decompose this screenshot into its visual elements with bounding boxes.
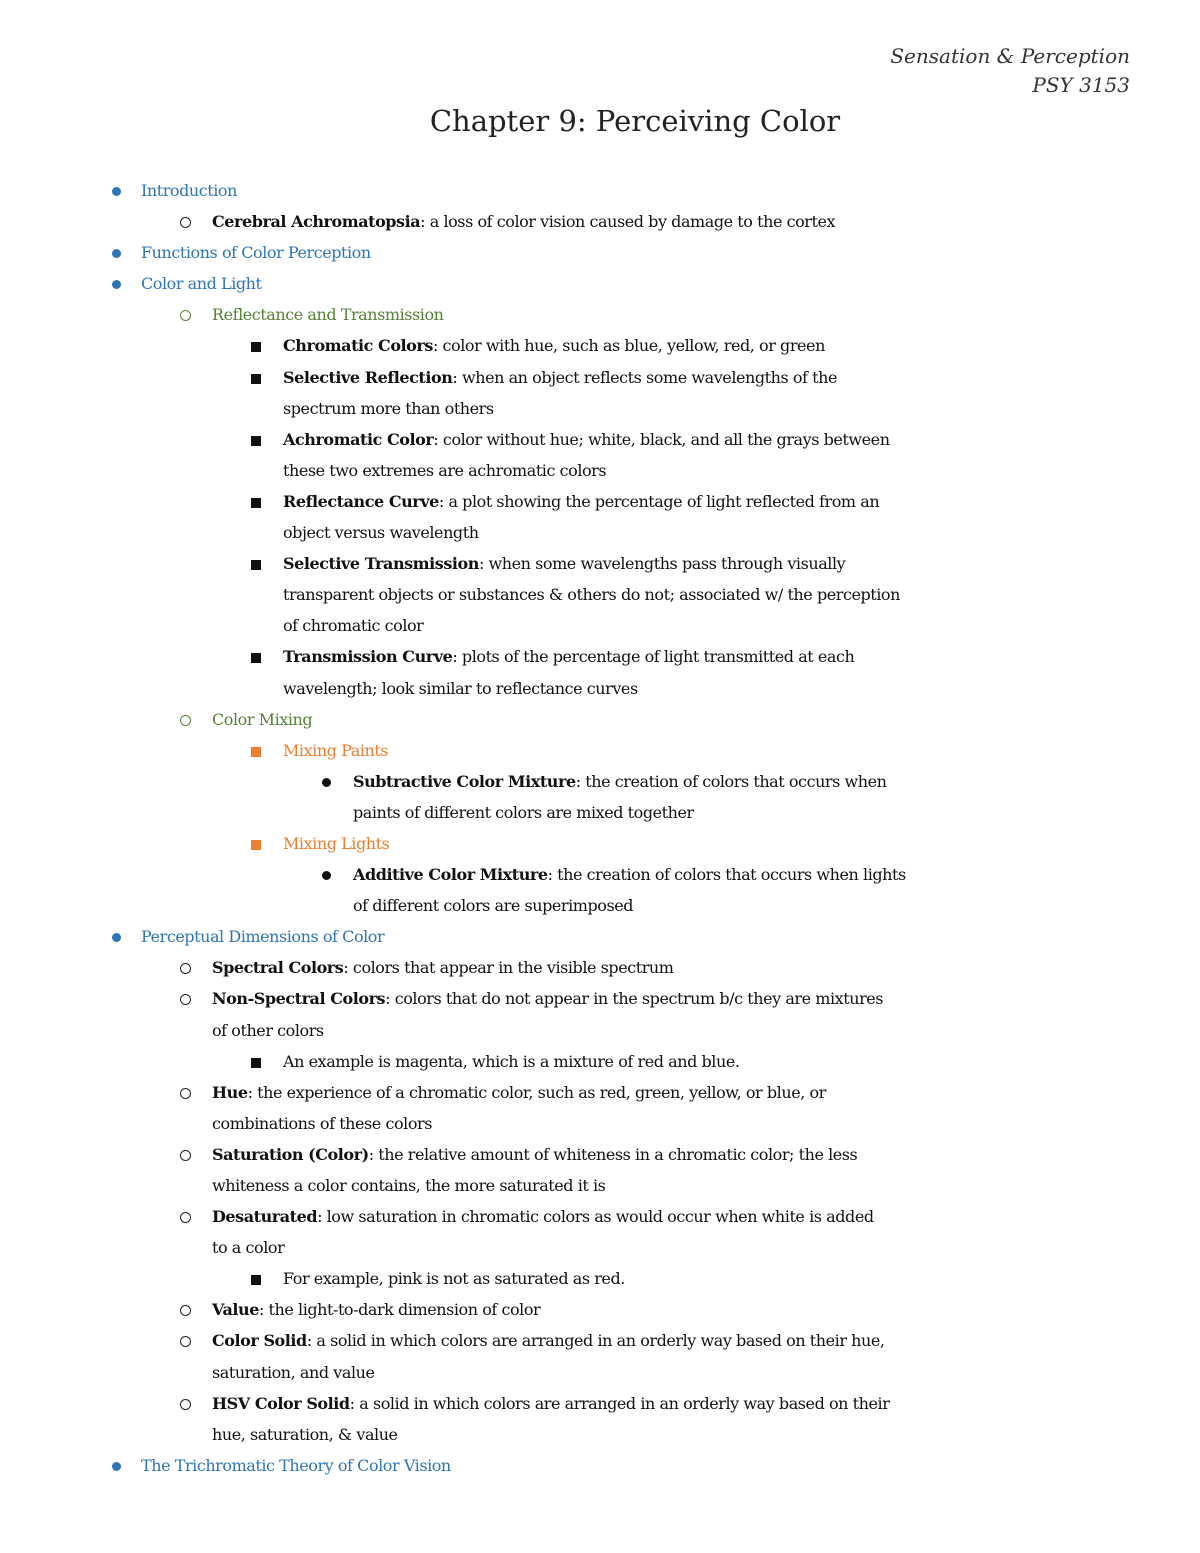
square-bullet-icon xyxy=(251,498,261,508)
heading-functions: Functions of Color Perception xyxy=(0,237,1200,268)
list-item xyxy=(0,641,1200,672)
filled-bullet-icon xyxy=(112,249,121,258)
definition-continuation: to a color xyxy=(212,1238,285,1258)
square-bullet-icon xyxy=(251,374,261,384)
term: Achromatic Color xyxy=(283,429,434,449)
list-item xyxy=(0,1294,1200,1325)
list-item xyxy=(0,983,1200,1014)
filled-bullet-icon xyxy=(112,1462,121,1471)
definition-continuation: of chromatic color xyxy=(283,616,424,636)
square-bullet-icon xyxy=(251,1058,261,1068)
heading-mixing-lights: Mixing Lights xyxy=(0,828,1200,859)
term: HSV Color Solid xyxy=(212,1393,350,1413)
chapter-title: Chapter 9: Perceiving Color xyxy=(429,104,841,138)
course-name: Sensation & Perception xyxy=(890,44,1130,68)
definition-continuation: wavelength; look similar to reflectance curves xyxy=(283,678,638,698)
square-bullet-icon xyxy=(251,342,261,352)
list-item xyxy=(0,330,1200,361)
hollow-bullet-icon xyxy=(180,1336,191,1347)
term: Transmission Curve xyxy=(283,647,453,667)
definition-continuation: these two extremes are achromatic colors xyxy=(283,460,607,480)
list-item xyxy=(0,1201,1200,1232)
heading-color-and-light: Color and Light xyxy=(0,268,1200,299)
definition-continuation: paints of different colors are mixed together xyxy=(353,802,694,822)
list-item xyxy=(0,1077,1200,1108)
definition: : colors that do not appear in the spectrum b/c they are mixtures xyxy=(385,989,884,1009)
term: Value xyxy=(212,1300,259,1320)
term: Color Solid xyxy=(212,1331,307,1351)
definition: : the creation of colors that occurs when xyxy=(575,771,887,791)
outline xyxy=(0,175,1200,1481)
definition-continuation: object versus wavelength xyxy=(283,523,479,543)
square-bullet-icon xyxy=(251,747,261,757)
hollow-bullet-icon xyxy=(180,217,191,228)
list-item xyxy=(0,859,1200,890)
definition: : colors that appear in the visible spectrum xyxy=(343,958,674,978)
term: Selective Reflection xyxy=(283,367,453,387)
list-item xyxy=(0,766,1200,797)
hollow-bullet-icon xyxy=(180,963,191,974)
example-text: For example, pink is not as saturated as red. xyxy=(283,1269,625,1289)
example-text: An example is magenta, which is a mixture of red and blue. xyxy=(283,1051,740,1071)
list-item xyxy=(0,424,1200,455)
course-header xyxy=(890,42,1130,100)
heading-reflectance-transmission: Reflectance and Transmission xyxy=(0,299,1200,330)
definition-continuation: transparent objects or substances & others do not; associated w/ the perception xyxy=(283,585,900,605)
term: Subtractive Color Mixture xyxy=(353,771,576,791)
filled-bullet-icon xyxy=(112,280,121,289)
square-bullet-icon xyxy=(251,436,261,446)
definition: : the creation of colors that occurs when lights xyxy=(547,865,906,885)
square-bullet-icon xyxy=(251,840,261,850)
list-item xyxy=(0,1325,1200,1356)
heading-color-mixing: Color Mixing xyxy=(0,704,1200,735)
definition-continuation: combinations of these colors xyxy=(212,1113,432,1133)
definition: : low saturation in chromatic colors as would occur when white is added xyxy=(317,1207,874,1227)
filled-bullet-icon xyxy=(112,187,121,196)
list-item xyxy=(0,1139,1200,1170)
definition: : a loss of color vision caused by damage to the cortex xyxy=(420,212,836,232)
definition-continuation: whiteness a color contains, the more saturated it is xyxy=(212,1176,606,1195)
list-item xyxy=(0,1046,1200,1077)
term: Desaturated xyxy=(212,1207,318,1227)
term: Reflectance Curve xyxy=(283,491,439,511)
hollow-bullet-icon xyxy=(180,310,191,321)
term: Spectral Colors xyxy=(212,958,344,978)
heading-perceptual-dimensions: Perceptual Dimensions of Color xyxy=(0,921,1200,952)
term: Non-Spectral Colors xyxy=(212,989,386,1009)
definition: : when an object reflects some wavelengths of the xyxy=(452,367,838,387)
term: Hue xyxy=(212,1082,248,1102)
list-item xyxy=(0,486,1200,517)
filled-bullet-icon xyxy=(322,778,331,787)
course-code: PSY 3153 xyxy=(1032,73,1130,97)
definition: : the light-to-dark dimension of color xyxy=(258,1300,541,1320)
term: Chromatic Colors xyxy=(283,336,433,356)
heading-trichromatic-theory: The Trichromatic Theory of Color Vision xyxy=(0,1450,1200,1481)
definition-continuation: hue, saturation, & value xyxy=(212,1424,398,1444)
definition: : color without hue; white, black, and all the grays between xyxy=(433,429,890,449)
list-item xyxy=(0,206,1200,237)
list-item xyxy=(0,362,1200,393)
definition: : a solid in which colors are arranged in an orderly way based on their xyxy=(349,1393,890,1413)
filled-bullet-icon xyxy=(112,933,121,942)
list-item xyxy=(0,1388,1200,1419)
term: Saturation (Color) xyxy=(212,1144,369,1164)
hollow-bullet-icon xyxy=(180,1088,191,1099)
square-bullet-icon xyxy=(251,560,261,570)
list-item xyxy=(0,1263,1200,1294)
definition-continuation: of other colors xyxy=(212,1020,324,1040)
definition-continuation: spectrum more than others xyxy=(283,398,494,418)
heading-mixing-paints: Mixing Paints xyxy=(0,735,1200,766)
hollow-bullet-icon xyxy=(180,1150,191,1161)
definition: : color with hue, such as blue, yellow, red, or green xyxy=(432,336,825,356)
definition: : a solid in which colors are arranged in an orderly way based on their hue, xyxy=(306,1331,885,1351)
heading-introduction: Introduction xyxy=(0,175,1200,206)
square-bullet-icon xyxy=(251,653,261,663)
definition-continuation: of different colors are superimposed xyxy=(353,896,634,916)
list-item xyxy=(0,548,1200,579)
hollow-bullet-icon xyxy=(180,1305,191,1316)
hollow-bullet-icon xyxy=(180,1399,191,1410)
hollow-bullet-icon xyxy=(180,1212,191,1223)
square-bullet-icon xyxy=(251,1275,261,1285)
definition: : when some wavelengths pass through visually xyxy=(478,554,846,574)
hollow-bullet-icon xyxy=(180,994,191,1005)
filled-bullet-icon xyxy=(322,871,331,880)
definition: : the experience of a chromatic color, such as red, green, yellow, or blue, or xyxy=(247,1082,826,1102)
definition-continuation: saturation, and value xyxy=(212,1362,375,1382)
definition: : the relative amount of whiteness in a chromatic color; the less xyxy=(368,1144,858,1164)
definition: : a plot showing the percentage of light reflected from an xyxy=(438,491,880,511)
term: Additive Color Mixture xyxy=(353,865,548,885)
term: Selective Transmission xyxy=(283,554,479,574)
list-item xyxy=(0,952,1200,983)
hollow-bullet-icon xyxy=(180,715,191,726)
definition: : plots of the percentage of light transmitted at each xyxy=(452,647,855,667)
term: Cerebral Achromatopsia xyxy=(212,212,421,232)
